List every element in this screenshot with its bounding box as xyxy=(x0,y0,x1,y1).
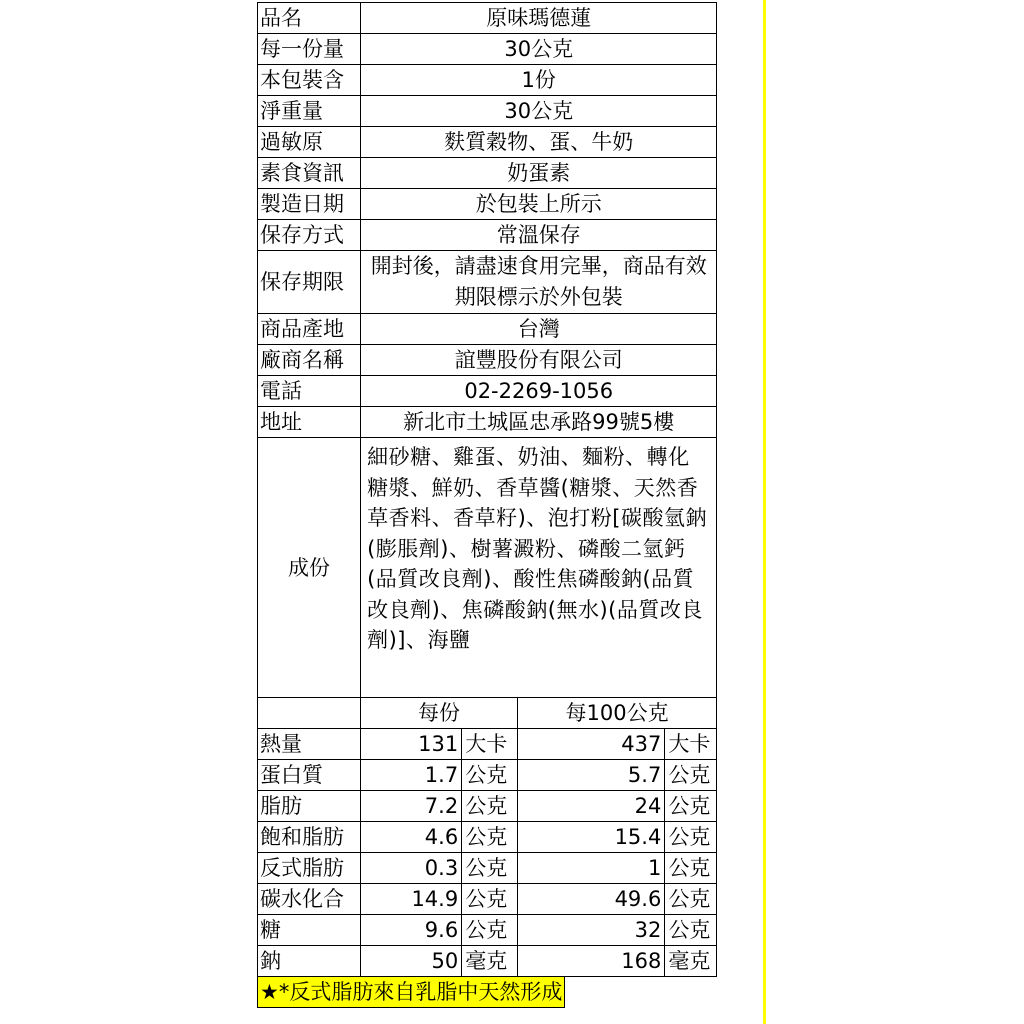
serving-unit: 公克 xyxy=(462,853,518,884)
nutrition-row xyxy=(258,729,717,760)
per100-unit: 公克 xyxy=(665,915,717,946)
nutrition-header-blank xyxy=(258,698,361,729)
value-manufacture-date: 於包裝上所示 xyxy=(361,189,717,220)
serving-unit: 毫克 xyxy=(462,946,518,977)
value-origin: 台灣 xyxy=(361,314,717,345)
per100-unit: 大卡 xyxy=(665,729,717,760)
header-per-serving: 每份 xyxy=(361,698,518,729)
per100-value: 32 xyxy=(517,915,665,946)
serving-unit: 公克 xyxy=(462,822,518,853)
per100-value: 5.7 xyxy=(517,760,665,791)
serving-value: 0.3 xyxy=(361,853,462,884)
label-net-weight: 淨重量 xyxy=(258,96,361,127)
value-shelf-life xyxy=(361,251,717,314)
nutrient-name: 脂肪 xyxy=(258,791,361,822)
nutrient-name: 鈉 xyxy=(258,946,361,977)
row-phone xyxy=(258,376,717,407)
value-product-name: 原味瑪德蓮 xyxy=(361,3,717,34)
row-servings-per-pack xyxy=(258,65,717,96)
per100-value: 15.4 xyxy=(517,822,665,853)
serving-value: 4.6 xyxy=(361,822,462,853)
row-allergens xyxy=(258,127,717,158)
per100-unit: 毫克 xyxy=(665,946,717,977)
label-vegetarian: 素食資訊 xyxy=(258,158,361,189)
label-serving-size: 每一份量 xyxy=(258,34,361,65)
shelf-life-line-2: 期限標示於外包裝 xyxy=(454,285,623,309)
per100-value: 437 xyxy=(517,729,665,760)
footnote-row xyxy=(258,977,717,1008)
label-manufacture-date: 製造日期 xyxy=(258,189,361,220)
per100-value: 24 xyxy=(517,791,665,822)
serving-value: 9.6 xyxy=(361,915,462,946)
label-product-name: 品名 xyxy=(258,3,361,34)
serving-value: 7.2 xyxy=(361,791,462,822)
per100-unit: 公克 xyxy=(665,822,717,853)
serving-unit: 大卡 xyxy=(462,729,518,760)
serving-unit: 公克 xyxy=(462,915,518,946)
nutrient-name: 碳水化合 xyxy=(258,884,361,915)
label-address: 地址 xyxy=(258,407,361,438)
serving-unit: 公克 xyxy=(462,791,518,822)
nutrition-row xyxy=(258,822,717,853)
row-net-weight xyxy=(258,96,717,127)
nutrient-name: 反式脂肪 xyxy=(258,853,361,884)
per100-value: 1 xyxy=(517,853,665,884)
yellow-edge-strip xyxy=(763,0,766,1024)
nutrient-name: 蛋白質 xyxy=(258,760,361,791)
value-ingredients: 細砂糖、雞蛋、奶油、麵粉、轉化糖漿、鮮奶、香草醬(糖漿、天然香草香料、香草籽)、泡打粉[碳酸氫鈉(膨脹劑)、樹薯澱粉、磷酸二氫鈣(品質改良劑)、酸性焦磷酸鈉(品質改良劑)、焦磷酸鈉(無水)(品質改良劑)]、海鹽 xyxy=(361,438,717,698)
serving-unit: 公克 xyxy=(462,760,518,791)
label-servings-per-pack: 本包裝含 xyxy=(258,65,361,96)
serving-value: 14.9 xyxy=(361,884,462,915)
value-phone: 02-2269-1056 xyxy=(361,376,717,407)
label-manufacturer: 廠商名稱 xyxy=(258,345,361,376)
per100-value: 49.6 xyxy=(517,884,665,915)
serving-value: 50 xyxy=(361,946,462,977)
row-shelf-life xyxy=(258,251,717,314)
nutrient-name: 熱量 xyxy=(258,729,361,760)
serving-unit: 公克 xyxy=(462,884,518,915)
nutrition-header-row xyxy=(258,698,717,729)
product-info-table xyxy=(257,2,717,1008)
footnote-blank xyxy=(565,977,717,1008)
footnote: ★*反式脂肪來自乳脂中天然形成 xyxy=(258,977,565,1008)
value-address: 新北市土城區忠承路99號5樓 xyxy=(361,407,717,438)
value-storage: 常溫保存 xyxy=(361,220,717,251)
value-vegetarian: 奶蛋素 xyxy=(361,158,717,189)
row-address xyxy=(258,407,717,438)
row-serving-size xyxy=(258,34,717,65)
serving-value: 131 xyxy=(361,729,462,760)
nutrition-row xyxy=(258,884,717,915)
value-serving-size: 30公克 xyxy=(361,34,717,65)
shelf-life-line-1: 開封後，請盡速食用完畢，商品有效 xyxy=(370,254,707,278)
nutrition-row xyxy=(258,791,717,822)
per100-unit: 公克 xyxy=(665,853,717,884)
label-shelf-life: 保存期限 xyxy=(258,251,361,314)
nutrition-row xyxy=(258,915,717,946)
nutrition-row xyxy=(258,946,717,977)
nutrition-rows xyxy=(258,729,717,977)
nutrient-name: 飽和脂肪 xyxy=(258,822,361,853)
nutrition-row xyxy=(258,760,717,791)
nutrition-row xyxy=(258,853,717,884)
row-product-name xyxy=(258,3,717,34)
row-origin xyxy=(258,314,717,345)
nutrient-name: 糖 xyxy=(258,915,361,946)
label-storage: 保存方式 xyxy=(258,220,361,251)
row-vegetarian xyxy=(258,158,717,189)
label-allergens: 過敏原 xyxy=(258,127,361,158)
label-phone: 電話 xyxy=(258,376,361,407)
row-ingredients xyxy=(258,438,717,698)
value-net-weight: 30公克 xyxy=(361,96,717,127)
label-ingredients: 成份 xyxy=(258,438,361,698)
row-manufacturer xyxy=(258,345,717,376)
label-origin: 商品產地 xyxy=(258,314,361,345)
nutrition-label-sheet xyxy=(257,0,765,1024)
value-servings-per-pack: 1份 xyxy=(361,65,717,96)
row-manufacture-date xyxy=(258,189,717,220)
value-allergens: 麩質穀物、蛋、牛奶 xyxy=(361,127,717,158)
per100-unit: 公克 xyxy=(665,791,717,822)
header-per-100g: 每100公克 xyxy=(517,698,717,729)
value-manufacturer: 誼豐股份有限公司 xyxy=(361,345,717,376)
row-storage xyxy=(258,220,717,251)
serving-value: 1.7 xyxy=(361,760,462,791)
per100-unit: 公克 xyxy=(665,760,717,791)
per100-value: 168 xyxy=(517,946,665,977)
per100-unit: 公克 xyxy=(665,884,717,915)
